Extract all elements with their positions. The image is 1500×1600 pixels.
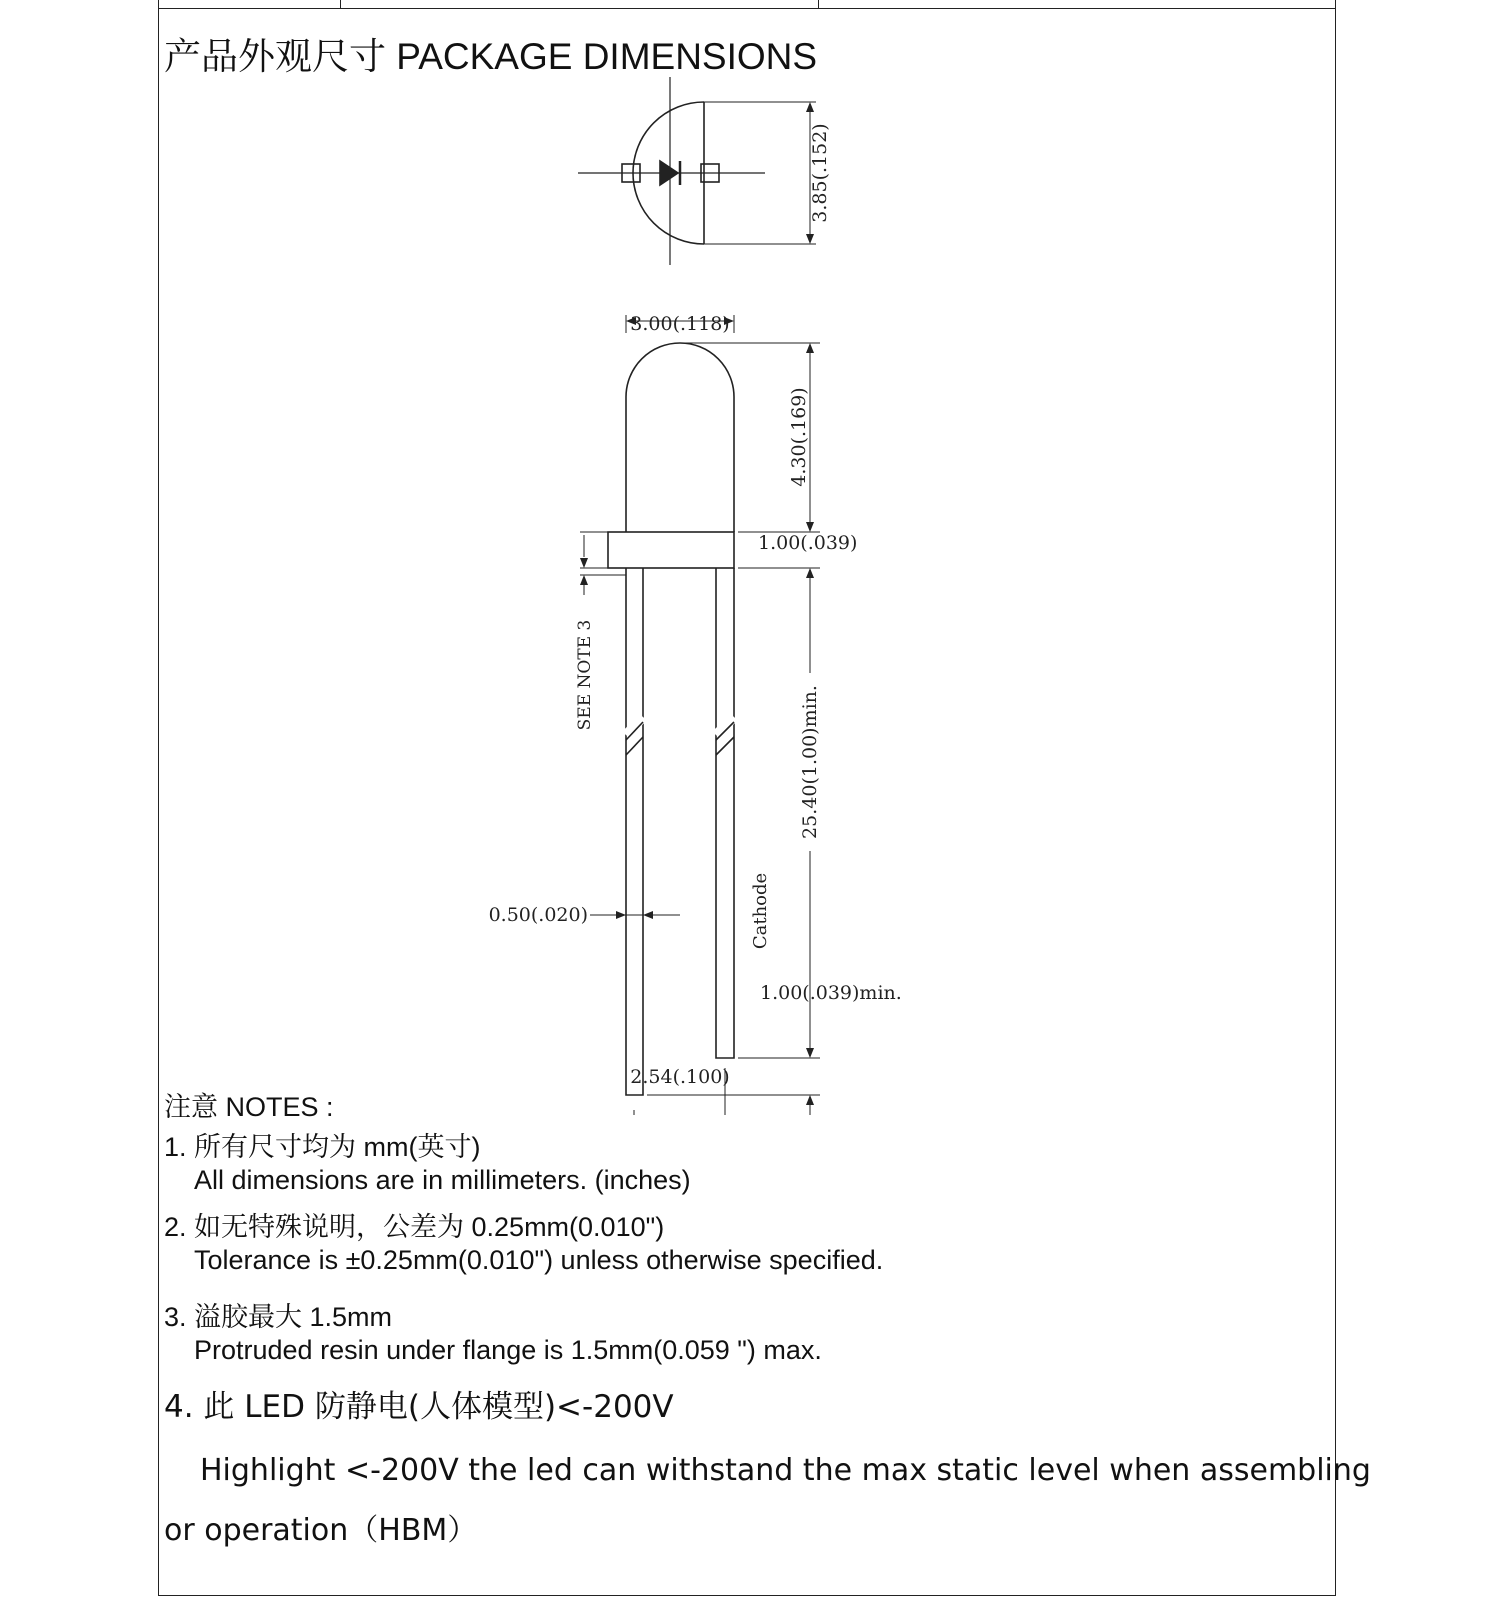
top-view: [578, 77, 816, 265]
dim-lead-pitch: 2.54(.100): [630, 1066, 730, 1088]
note-2-en: Tolerance is ±0.25mm(0.010") unless otherwise specified.: [194, 1245, 884, 1275]
dim-dome-height: 4.30(.169): [788, 387, 810, 487]
notes-heading: 注意 NOTES :: [164, 1092, 334, 1122]
note-1-en: All dimensions are in millimeters. (inches): [194, 1165, 691, 1195]
page-title: 产品外观尺寸 PACKAGE DIMENSIONS: [164, 36, 818, 77]
note-1-cn: 1. 所有尺寸均为 mm(英寸): [164, 1132, 481, 1162]
note-4-cn: 4. 此 LED 防静电(人体模型)<-200V: [164, 1389, 674, 1425]
label-cathode: Cathode: [750, 872, 771, 950]
note-4-en-1: Highlight <-200V the led can withstand the max static level when assembling: [200, 1453, 1371, 1488]
dim-body-width: 3.00(.118): [630, 313, 730, 335]
package-drawing: [480, 75, 980, 1115]
dim-lead-offset: 1.00(.039)min.: [760, 982, 902, 1004]
note-3-en: Protruded resin under flange is 1.5mm(0.059 ") max.: [194, 1335, 822, 1365]
note-2-cn: 2. 如无特殊说明，公差为 0.25mm(0.010"): [164, 1212, 665, 1242]
dim-flange-height: 1.00(.039): [758, 532, 858, 554]
note-4-en-2: or operation（HBM）: [164, 1513, 478, 1548]
side-view: [608, 343, 734, 1095]
dim-lead-length: 25.40(1.00)min.: [799, 685, 821, 839]
label-see-note: SEE NOTE 3: [575, 619, 595, 731]
note-3-cn: 3. 溢胶最大 1.5mm: [164, 1302, 393, 1332]
dim-top-view-height: 3.85(.152): [809, 123, 831, 223]
dim-lead-width: 0.50(.020): [488, 904, 588, 926]
